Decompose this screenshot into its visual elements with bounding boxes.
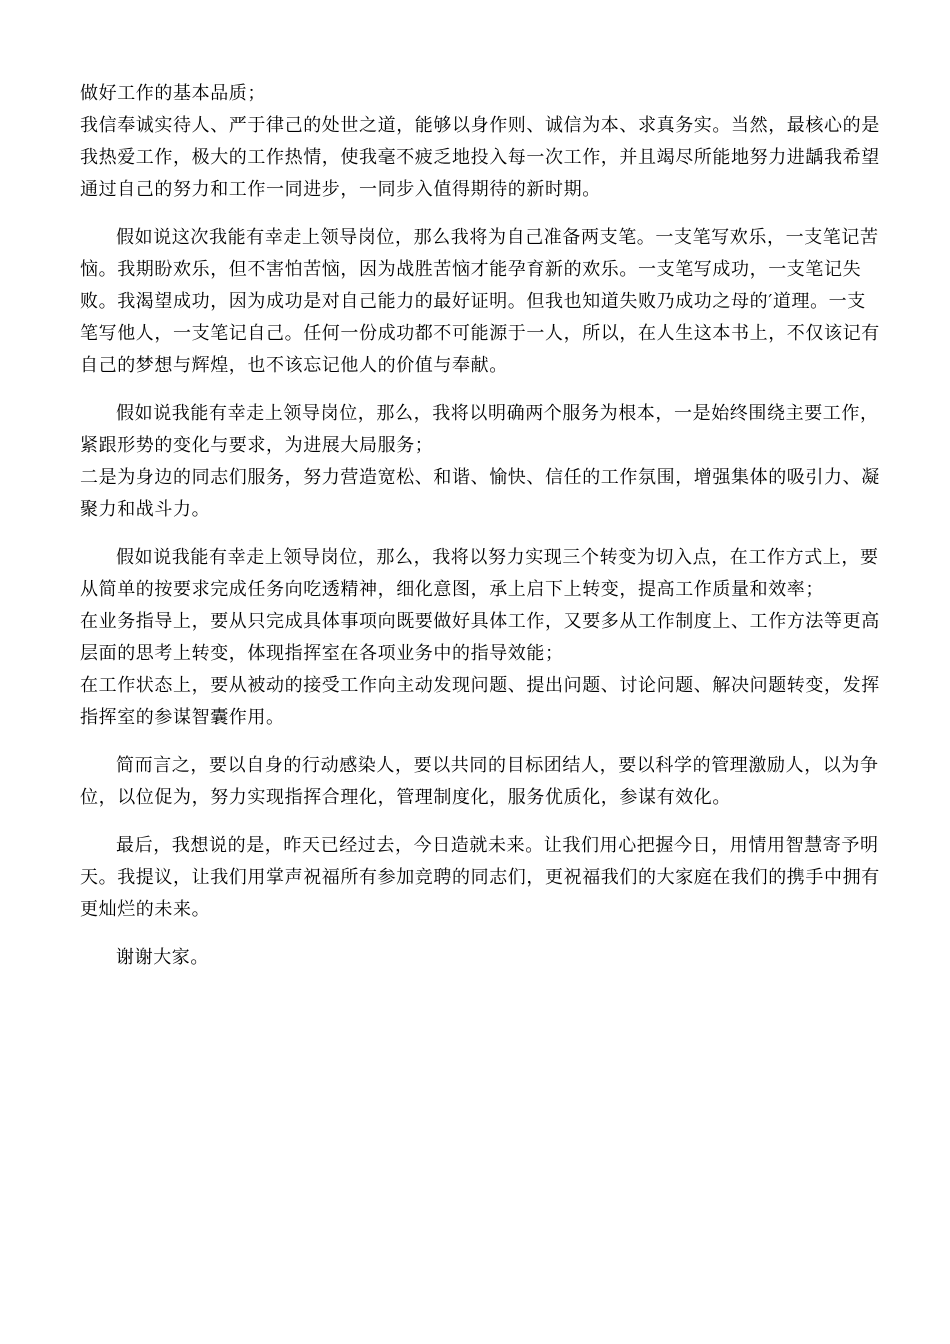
text-line: 自己的梦想与辉煌，也不该忘记他人的价值与奉献。 bbox=[80, 355, 508, 376]
paragraph-gap bbox=[80, 734, 870, 750]
paragraph-gap bbox=[80, 382, 870, 398]
text-line: 恼。我期盼欢乐，但不害怕苦恼，因为战胜苦恼才能孕育新的欢乐。一支笔写成功，一支笔记失 bbox=[80, 259, 862, 280]
text-line: 谢谢大家。 bbox=[116, 947, 209, 968]
paragraph-gap bbox=[80, 814, 870, 830]
paragraph bbox=[80, 750, 879, 814]
text-line: 假如说这次我能有幸走上领导岗位，那么我将为自己准备两支笔。一支笔写欢乐，一支笔记苦 bbox=[116, 227, 879, 248]
text-line: 更灿烂的未来。 bbox=[80, 899, 211, 920]
text-line: 败。我渴望成功，因为成功是对自己能力的最好证明。但我也知道失败乃成功之母的′道理。一支 bbox=[80, 291, 866, 312]
paragraph-gap bbox=[80, 526, 870, 542]
text-line: 假如说我能有幸走上领导岗位，那么，我将以明确两个服务为根本，一是始终围绕主要工作， bbox=[116, 403, 879, 424]
text-line: 从简单的按要求完成任务向吃透精神，细化意图，承上启下上转变，提高工作质量和效率； bbox=[80, 579, 824, 600]
paragraph bbox=[80, 78, 870, 110]
text-line: 在工作状态上，要从被动的接受工作向主动发现问题、提出问题、讨论问题、解决问题转变，发挥 bbox=[80, 675, 880, 696]
paragraph bbox=[80, 462, 880, 526]
text-line: 最后，我想说的是，昨天已经过去，今日造就未来。让我们用心把握今日，用情用智慧寄予明 bbox=[116, 835, 879, 856]
paragraph-gap bbox=[80, 926, 870, 942]
text-line: 通过自己的努力和工作一同进步，一同步入值得期待的新时期。 bbox=[80, 179, 601, 200]
text-line: 简而言之，要以自身的行动感染人，要以共同的目标团结人，要以科学的管理激励人，以为争 bbox=[116, 755, 879, 776]
paragraph bbox=[80, 222, 880, 382]
text-line: 紧跟形势的变化与要求，为进展大局服务； bbox=[80, 435, 434, 456]
paragraph bbox=[80, 110, 880, 206]
text-line: 我信奉诚实待人、严于律己的处世之道，能够以身作则、诚信为本、求真务实。当然，最核心的是 bbox=[80, 115, 880, 136]
paragraph bbox=[80, 398, 879, 462]
document-page bbox=[80, 78, 880, 974]
text-line: 指挥室的参谋智囊作用。 bbox=[80, 707, 285, 728]
paragraph bbox=[80, 942, 870, 974]
paragraph bbox=[80, 542, 879, 606]
text-line: 我热爱工作，极大的工作热情，使我毫不疲乏地投入每一次工作，并且竭尽所能地努力进龋我希望 bbox=[80, 147, 880, 168]
text-line: 层面的思考上转变，体现指挥室在各项业务中的指导效能； bbox=[80, 643, 564, 664]
text-line: 二是为身边的同志们服务，努力营造宽松、和谐、愉快、信任的工作氛围，增强集体的吸引力、凝 bbox=[80, 467, 880, 488]
text-line: 假如说我能有幸走上领导岗位，那么，我将以努力实现三个转变为切入点，在工作方式上，要 bbox=[116, 547, 879, 568]
paragraph bbox=[80, 606, 880, 670]
text-line: 天。我提议，让我们用掌声祝福所有参加竞聘的同志们，更祝福我们的大家庭在我们的携手中拥有 bbox=[80, 867, 880, 888]
text-line: 做好工作的基本品质； bbox=[80, 83, 266, 104]
paragraph-gap bbox=[80, 206, 870, 222]
paragraph bbox=[80, 670, 880, 734]
text-line: 在业务指导上，要从只完成具体事项向既要做好具体工作，又要多从工作制度上、工作方法等更高 bbox=[80, 611, 880, 632]
paragraph bbox=[80, 830, 880, 926]
text-line: 位，以位促为，努力实现指挥合理化，管理制度化，服务优质化，参谋有效化。 bbox=[80, 787, 731, 808]
text-line: 笔写他人，一支笔记自己。任何一份成功都不可能源于一人，所以，在人生这本书上，不仅该记有 bbox=[80, 323, 880, 344]
text-line: 聚力和战斗力。 bbox=[80, 499, 211, 520]
